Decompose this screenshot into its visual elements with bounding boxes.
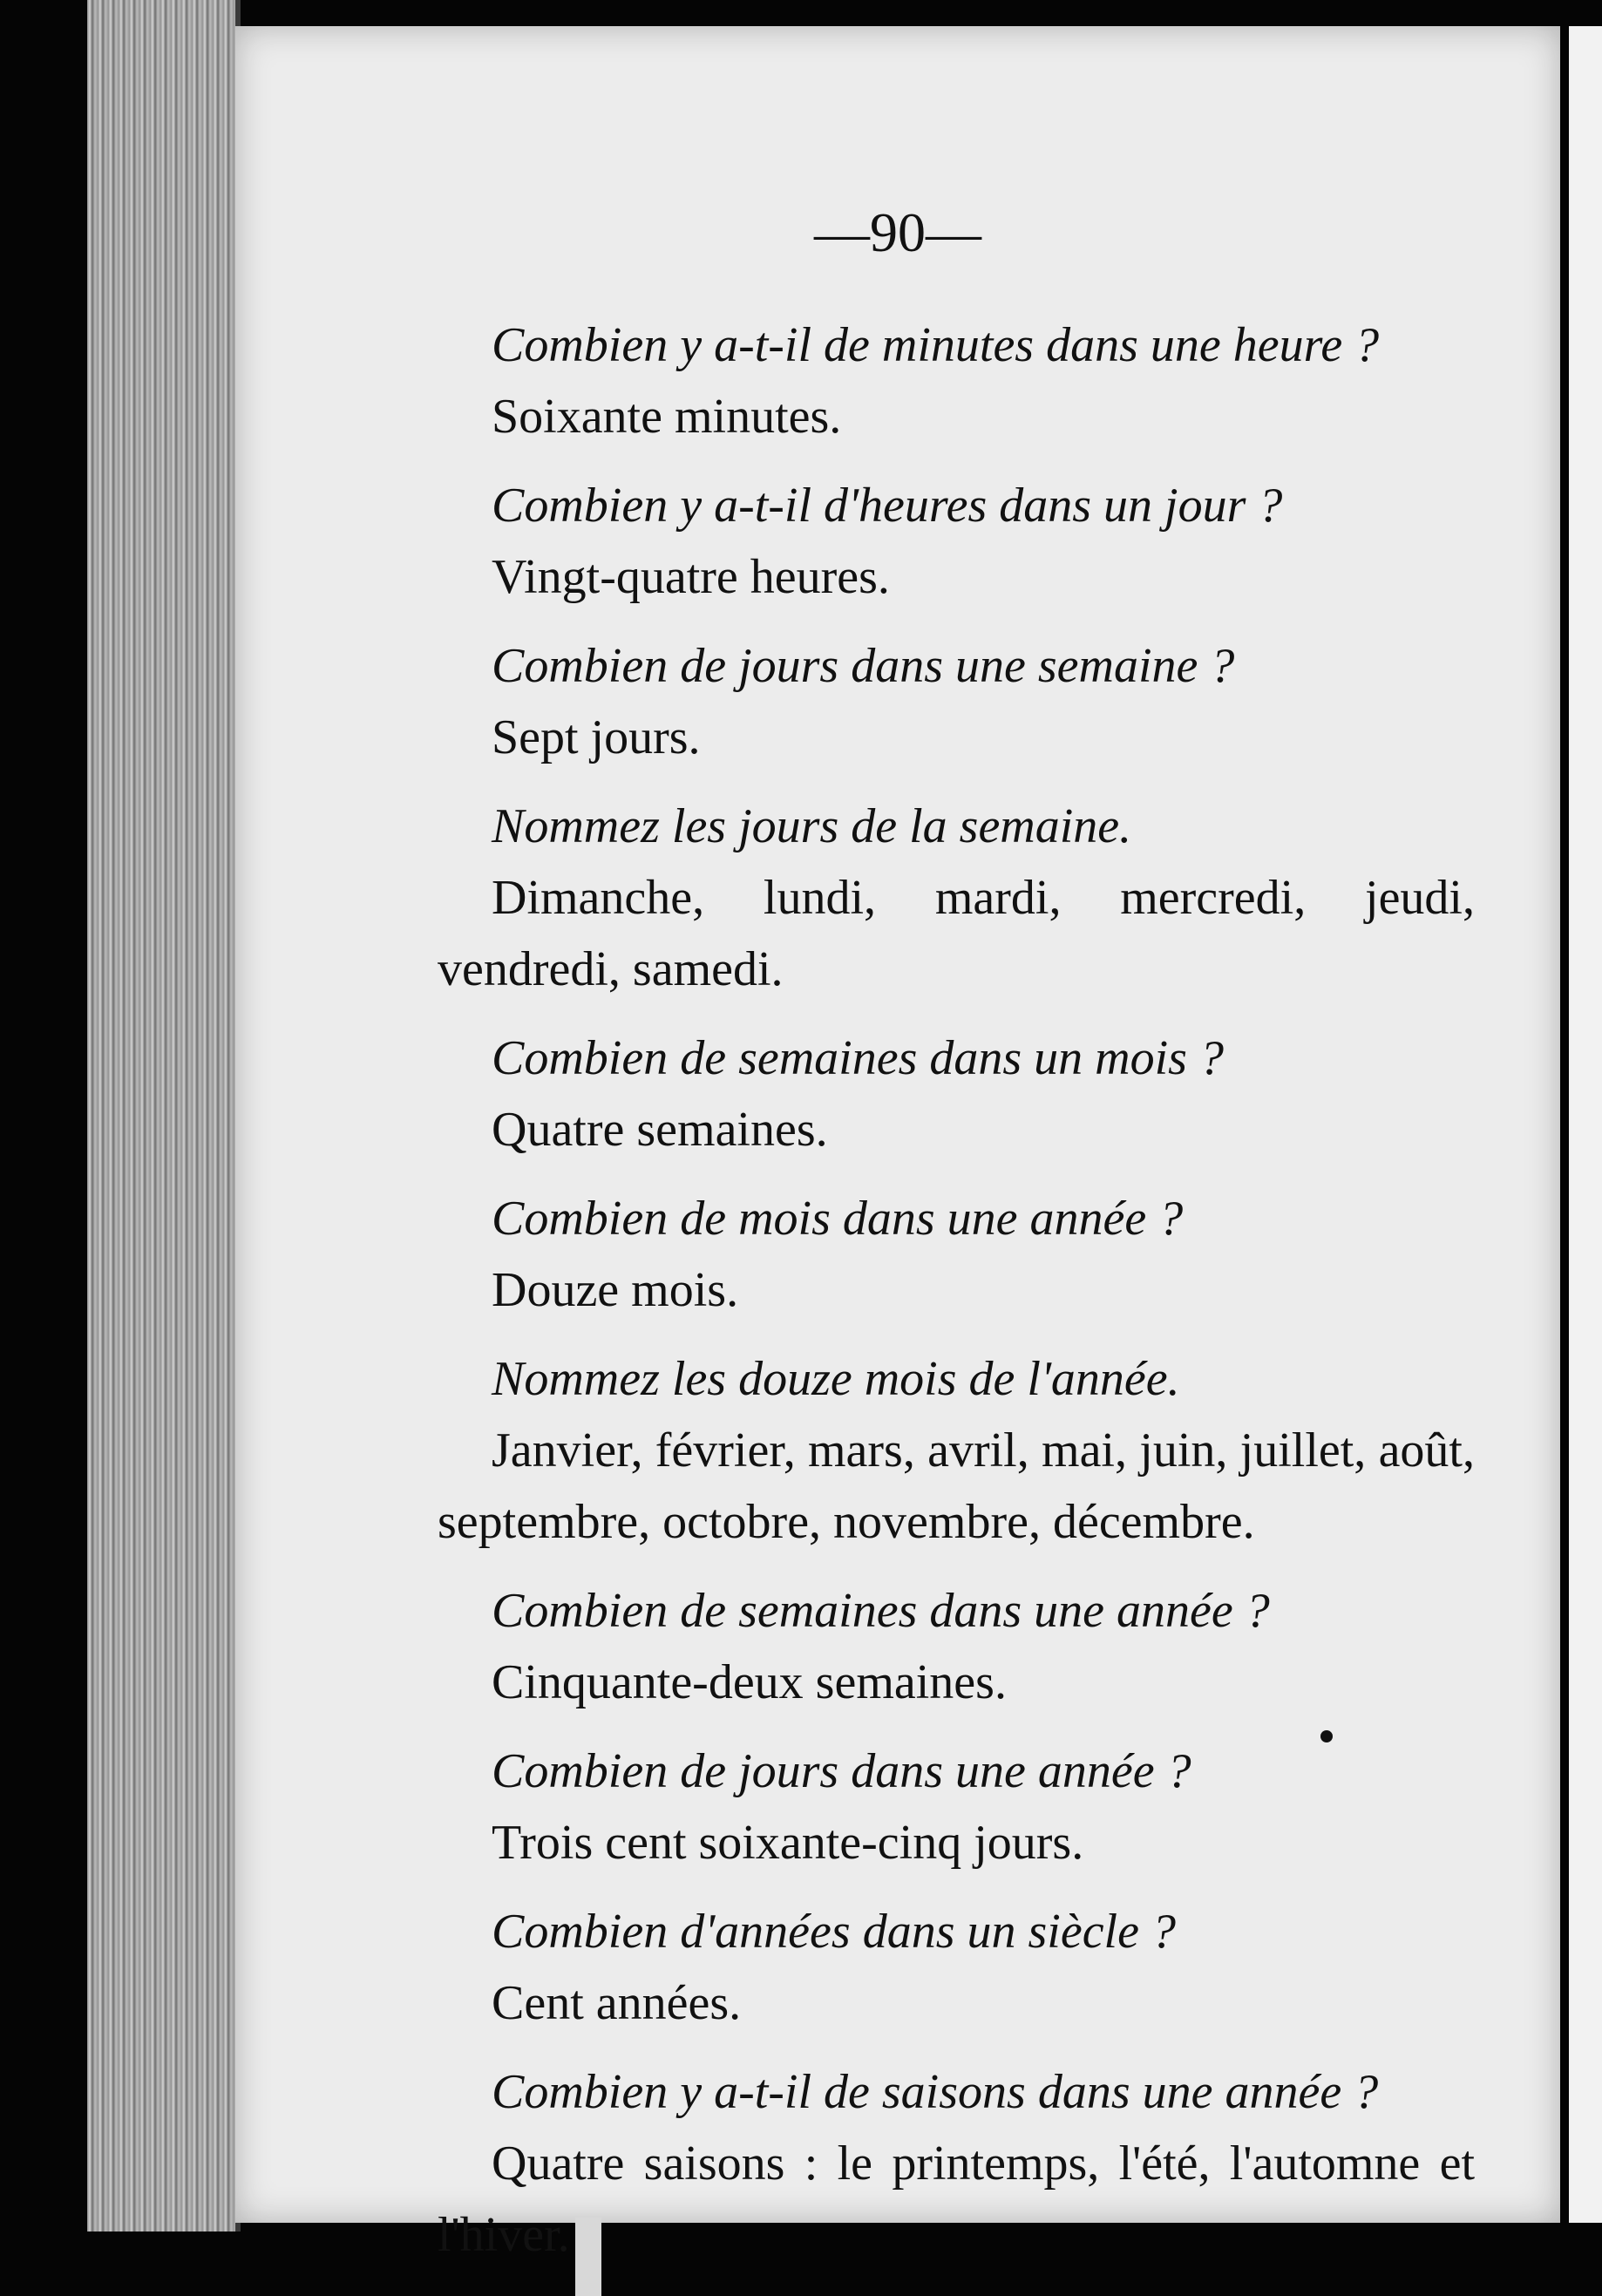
answer-5: Quatre semaines. (492, 1103, 828, 1157)
ink-speck (1320, 1730, 1333, 1742)
book-page-edges (87, 0, 241, 2231)
qa-list (438, 309, 1475, 2271)
answer-6: Douze mois. (492, 1263, 739, 1317)
adjacent-page-strip (1569, 26, 1602, 2223)
answer-8: Cinquante-deux semaines. (492, 1655, 1007, 1709)
question-5: Combien de semaines dans un mois ? (492, 1031, 1224, 1085)
question-8: Combien de semaines dans une année ? (492, 1584, 1270, 1638)
question-6: Combien de mois dans une année ? (492, 1192, 1184, 1246)
question-1: Combien y a-t-il de minutes dans une heure ? (492, 318, 1380, 372)
question-7: Nommez les douze mois de l'année. (492, 1352, 1180, 1406)
answer-9: Trois cent soixante-cinq jours. (492, 1816, 1084, 1870)
answer-10: Cent années. (492, 1976, 742, 2030)
answer-4: Dimanche, lundi, mardi, mercredi, jeudi, vendredi, samedi. (438, 871, 1475, 996)
answer-3: Sept jours. (492, 710, 701, 764)
question-2: Combien y a-t-il d'heures dans un jour ? (492, 479, 1283, 533)
question-4: Nommez les jours de la semaine. (492, 799, 1132, 853)
answer-1: Soixante minutes. (492, 390, 842, 444)
question-3: Combien de jours dans une semaine ? (492, 639, 1235, 693)
scan-artifact (575, 2218, 601, 2296)
question-10: Combien d'années dans un siècle ? (492, 1905, 1176, 1959)
page-number: —90— (814, 201, 981, 263)
question-11: Combien y a-t-il de saisons dans une année ? (492, 2065, 1379, 2119)
book-page (235, 26, 1560, 2262)
question-9: Combien de jours dans une année ? (492, 1744, 1191, 1798)
answer-2: Vingt-quatre heures. (492, 550, 890, 604)
answer-7: Janvier, février, mars, avril, mai, juin, juillet, août, septembre, octobre, novembre, décembre. (438, 1423, 1475, 1549)
answer-11: Quatre saisons : le printemps, l'été, l'automne et l'hiver. (438, 2136, 1475, 2262)
